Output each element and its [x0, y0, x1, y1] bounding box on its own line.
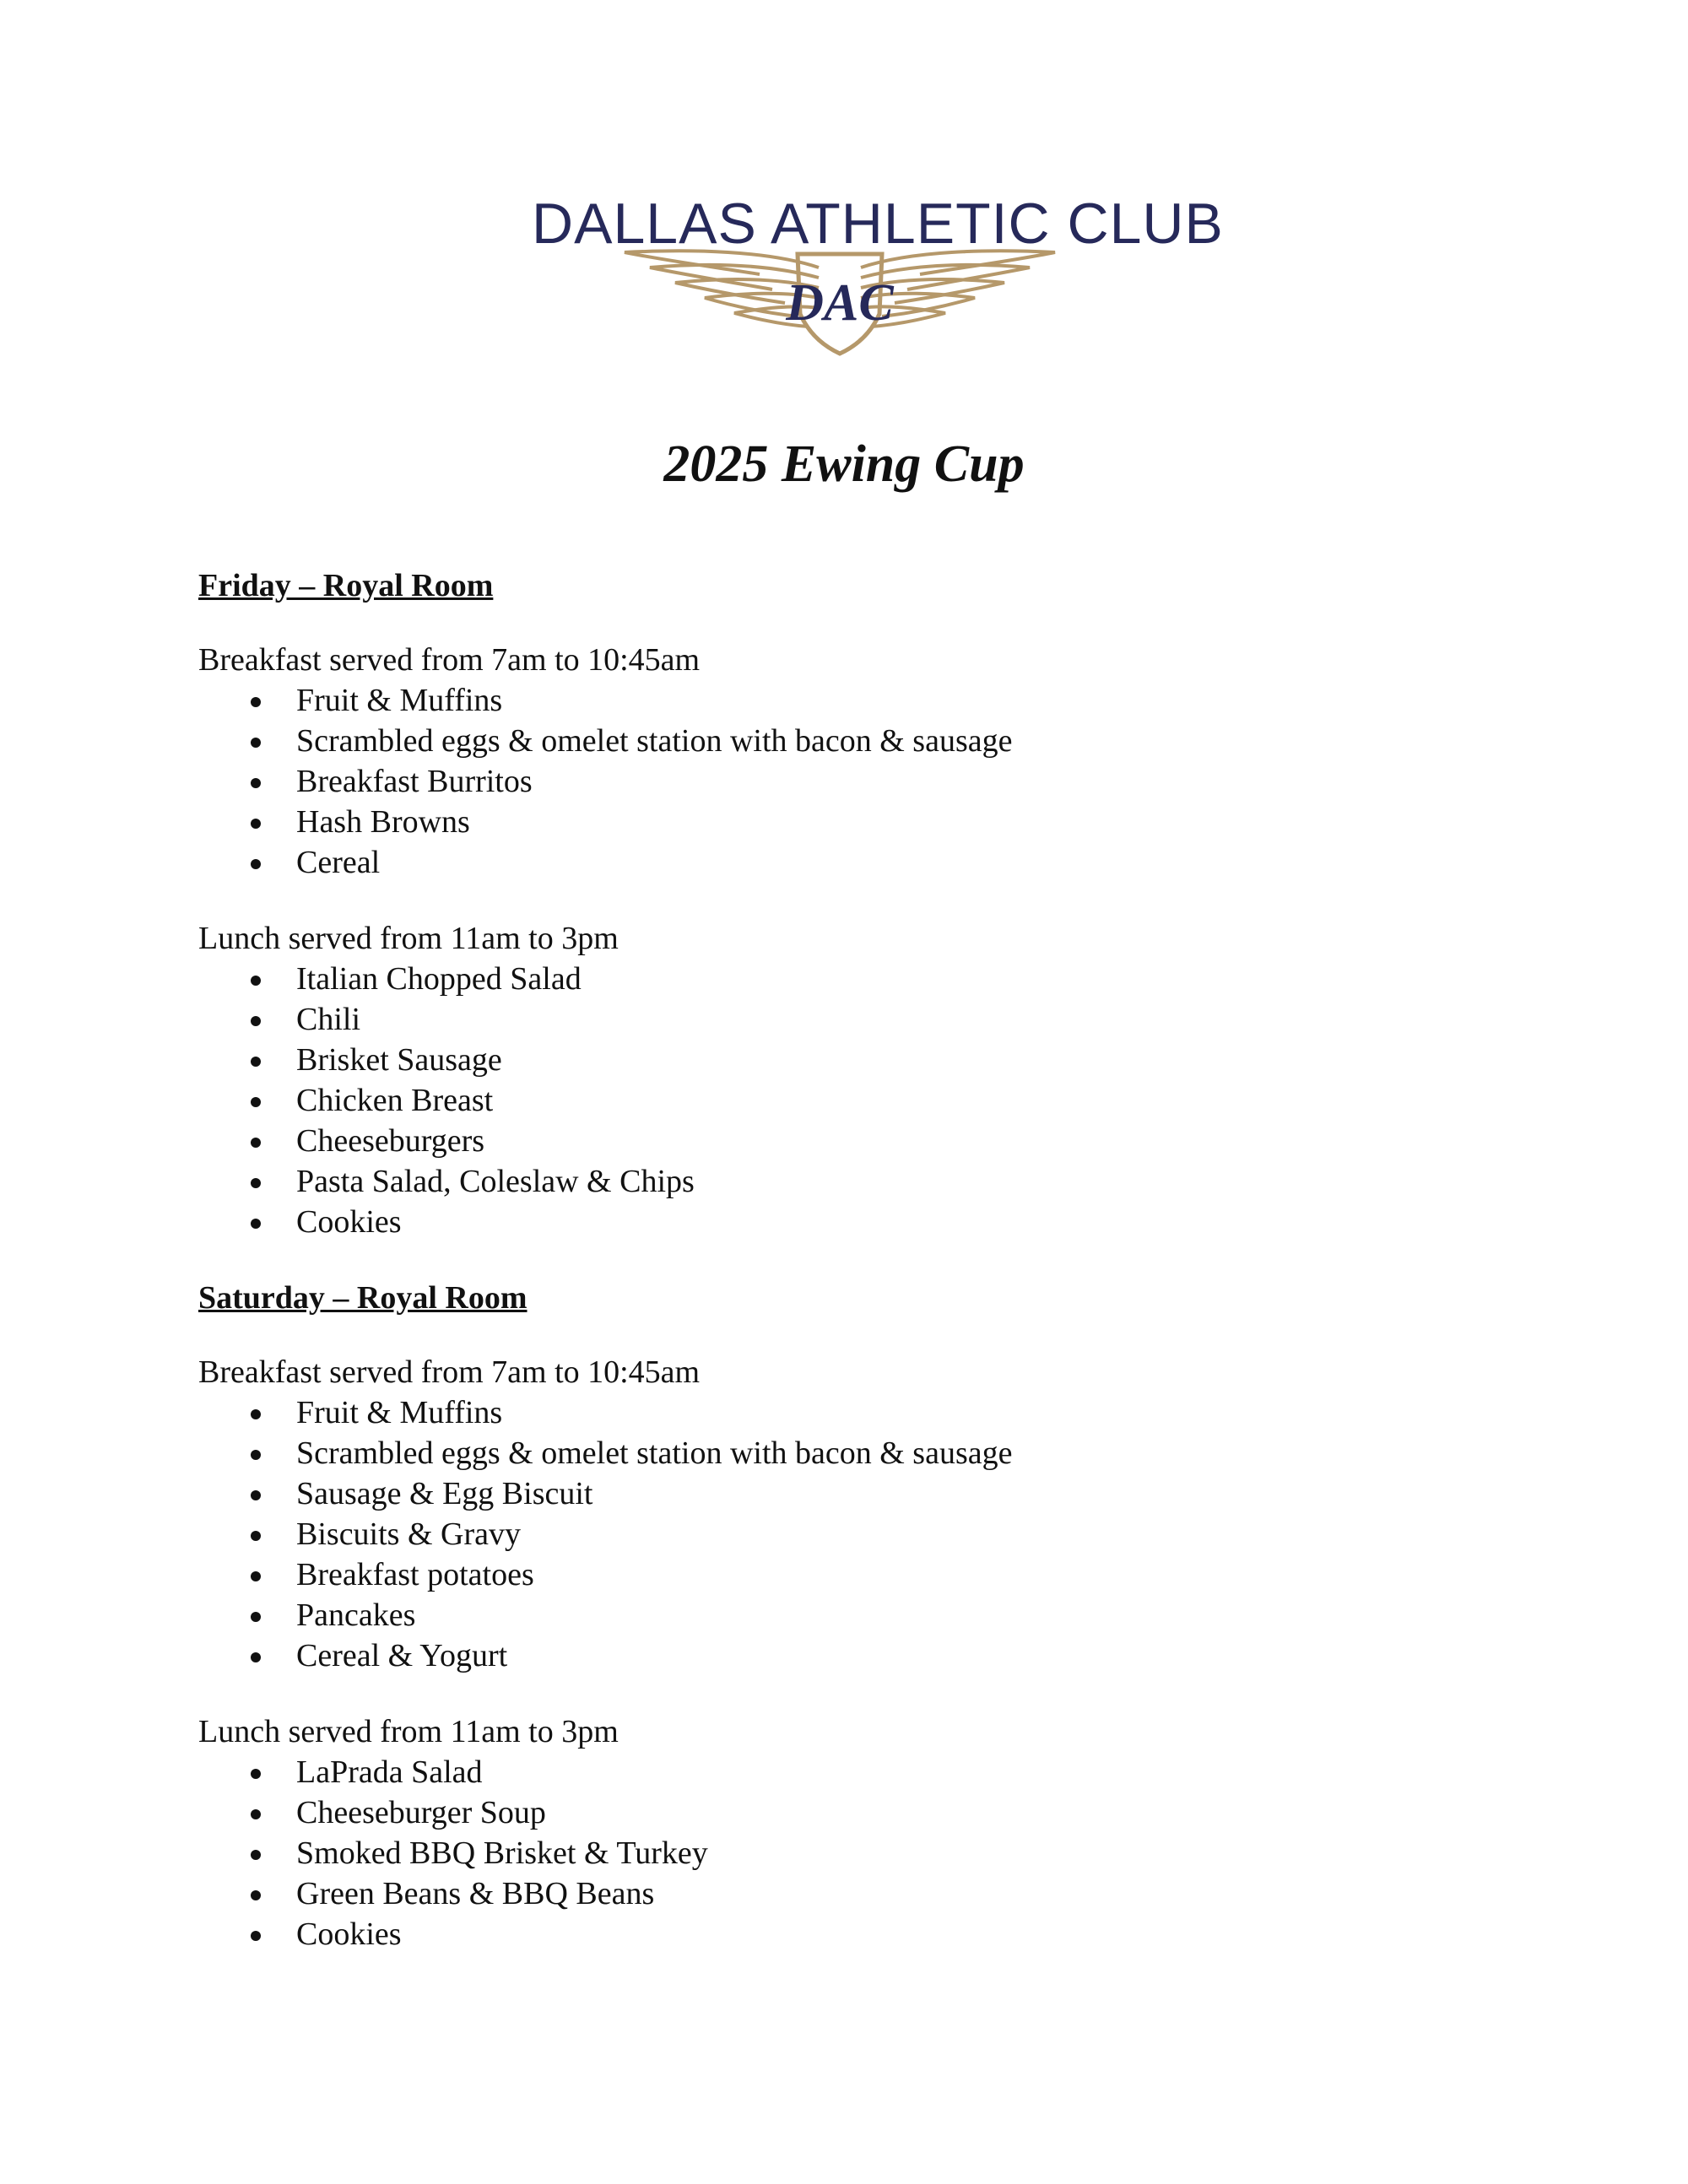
bullet-icon — [251, 819, 261, 829]
bullet-icon — [251, 1097, 261, 1107]
day-section-saturday — [198, 1278, 1549, 1954]
list-item: Scrambled eggs & omelet station with bacon & sausage — [198, 1433, 1549, 1473]
bullet-icon — [251, 778, 261, 788]
list-item: Cheeseburgers — [198, 1121, 1549, 1161]
list-item: Fruit & Muffins — [198, 1392, 1549, 1433]
list-item: Biscuits & Gravy — [198, 1514, 1549, 1554]
bullet-icon — [251, 1138, 261, 1148]
menu-list — [198, 680, 1549, 883]
day-heading: Friday – Royal Room — [198, 568, 494, 603]
bullet-icon — [251, 1057, 261, 1067]
bullet-icon — [251, 976, 261, 986]
monogram: DAC — [786, 274, 894, 332]
bullet-icon — [251, 1890, 261, 1900]
list-item: Hash Browns — [198, 802, 1549, 842]
day-section-friday — [198, 565, 1549, 1242]
winged-monogram-icon — [616, 242, 1063, 360]
list-item: Cereal — [198, 842, 1549, 883]
list-item: Cereal & Yogurt — [198, 1635, 1549, 1676]
list-item: Italian Chopped Salad — [198, 959, 1549, 999]
bullet-icon — [251, 1178, 261, 1188]
day-heading: Saturday – Royal Room — [198, 1280, 528, 1316]
meal-label: Lunch served from 11am to 3pm — [198, 1714, 619, 1749]
list-item: Green Beans & BBQ Beans — [198, 1873, 1549, 1914]
bullet-icon — [251, 1652, 261, 1662]
bullet-icon — [251, 1450, 261, 1460]
list-item: Cheeseburger Soup — [198, 1792, 1549, 1833]
menu-list — [198, 959, 1549, 1242]
list-item: LaPrada Salad — [198, 1752, 1549, 1792]
bullet-icon — [251, 1571, 261, 1581]
list-item: Brisket Sausage — [198, 1040, 1549, 1080]
bullet-icon — [251, 1931, 261, 1941]
list-item: Breakfast potatoes — [198, 1554, 1549, 1595]
club-logo — [532, 190, 1224, 359]
list-item: Chicken Breast — [198, 1080, 1549, 1121]
list-item: Sausage & Egg Biscuit — [198, 1473, 1549, 1514]
meal-label: Breakfast served from 7am to 10:45am — [198, 1354, 701, 1390]
menu-content — [198, 565, 1549, 1954]
bullet-icon — [251, 1850, 261, 1860]
menu-list — [198, 1752, 1549, 1954]
list-item: Cookies — [198, 1914, 1549, 1954]
list-item: Scrambled eggs & omelet station with bacon & sausage — [198, 721, 1549, 761]
menu-list — [198, 1392, 1549, 1676]
bullet-icon — [251, 859, 261, 869]
list-item: Pancakes — [198, 1595, 1549, 1635]
list-item: Cookies — [198, 1202, 1549, 1242]
list-item: Pasta Salad, Coleslaw & Chips — [198, 1161, 1549, 1202]
bullet-icon — [251, 1219, 261, 1229]
bullet-icon — [251, 1016, 261, 1026]
list-item: Breakfast Burritos — [198, 761, 1549, 802]
bullet-icon — [251, 1809, 261, 1819]
meal-label: Breakfast served from 7am to 10:45am — [198, 642, 701, 678]
bullet-icon — [251, 1490, 261, 1500]
bullet-icon — [251, 738, 261, 748]
bullet-icon — [251, 1769, 261, 1779]
meal-label: Lunch served from 11am to 3pm — [198, 921, 619, 956]
page-title: 2025 Ewing Cup — [663, 435, 1025, 493]
list-item: Fruit & Muffins — [198, 680, 1549, 721]
list-item: Smoked BBQ Brisket & Turkey — [198, 1833, 1549, 1873]
bullet-icon — [251, 1612, 261, 1622]
list-item: Chili — [198, 999, 1549, 1040]
club-name: DALLAS ATHLETIC CLUB — [532, 192, 1224, 256]
bullet-icon — [251, 1531, 261, 1541]
bullet-icon — [251, 697, 261, 707]
bullet-icon — [251, 1409, 261, 1419]
